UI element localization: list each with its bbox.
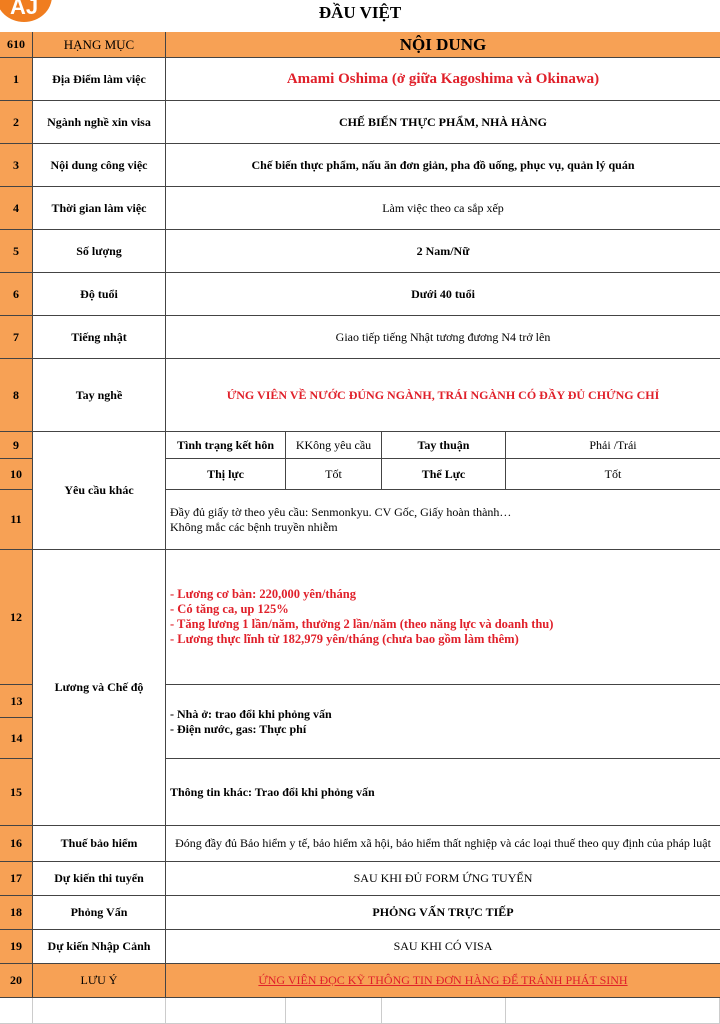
empty-cell — [286, 998, 382, 1024]
salary-line: - Lương cơ bản: 220,000 yên/tháng — [170, 587, 356, 601]
row-label: Dự kiến thi tuyển — [33, 862, 166, 896]
row-label: Yêu cầu khác — [33, 432, 166, 550]
row-number: 7 — [0, 316, 33, 359]
note-text: ỨNG VIÊN ĐỌC KỸ THÔNG TIN ĐƠN HÀNG ĐỂ TRÁNH PHÁT SINH — [166, 964, 720, 998]
handedness-value: Phải /Trái — [506, 432, 720, 459]
row-label: Nội dung công việc — [33, 144, 166, 187]
row-number: 8 — [0, 359, 33, 432]
row-number: 5 — [0, 230, 33, 273]
row-label: Địa Điểm làm việc — [33, 58, 166, 101]
table-row — [0, 826, 720, 862]
work-location: Amami Oshima (ở giữa Kagoshima và Okinawa) — [166, 58, 720, 101]
row-label: Tay nghề — [33, 359, 166, 432]
row-label: Thuế bảo hiểm — [33, 826, 166, 862]
table-row — [0, 187, 720, 230]
interview-type: PHỎNG VẤN TRỰC TIẾP — [166, 896, 720, 930]
row-label: Tiếng nhật — [33, 316, 166, 359]
age-limit: Dưới 40 tuổi — [166, 273, 720, 316]
row-label: Phỏng Vấn — [33, 896, 166, 930]
salary-line: - Lương thực lĩnh từ 182,979 yên/tháng (chưa bao gồm làm thêm) — [170, 632, 519, 646]
row-number: 19 — [0, 930, 33, 964]
skill-requirement: ỨNG VIÊN VỀ NƯỚC ĐÚNG NGÀNH, TRÁI NGÀNH CÓ ĐẦY ĐỦ CHỨNG CHỈ — [166, 359, 720, 432]
row-number: 2 — [0, 101, 33, 144]
empty-cell — [0, 998, 33, 1024]
housing-line: - Nhà ở: trao đổi khi phỏng vấn — [170, 706, 332, 721]
row-label: Lương và Chế độ — [33, 550, 166, 826]
japanese-level: Giao tiếp tiếng Nhật tương đương N4 trở lên — [166, 316, 720, 359]
utilities-line: - Điện nước, gas: Thực phí — [170, 721, 307, 736]
table-row — [0, 316, 720, 359]
fitness-label: Thể Lực — [382, 459, 506, 490]
fitness-value: Tốt — [506, 459, 720, 490]
tax-insurance: Đóng đầy đủ Bảo hiểm y tế, bảo hiểm xã hội, bảo hiểm thất nghiệp và các loại thuế theo quy định của pháp luật — [166, 826, 720, 862]
empty-cell — [382, 998, 506, 1024]
row-number: 11 — [0, 490, 33, 550]
salary-details — [166, 550, 720, 685]
table-row — [0, 930, 720, 964]
table-header — [0, 32, 720, 58]
marital-status-label: Tình trạng kết hôn — [166, 432, 286, 459]
table-row — [0, 432, 720, 459]
health-line: Không mắc các bệnh truyền nhiễm — [170, 519, 338, 534]
salary-line: - Tăng lương 1 lần/năm, thưởng 2 lần/năm (theo năng lực và doanh thu) — [170, 617, 554, 631]
row-label: Số lượng — [33, 230, 166, 273]
row-number: 1 — [0, 58, 33, 101]
eyesight-label: Thị lực — [166, 459, 286, 490]
table-row — [0, 862, 720, 896]
row-number: 20 — [0, 964, 33, 998]
table-row — [0, 144, 720, 187]
exam-schedule: SAU KHI ĐỦ FORM ỨNG TUYỂN — [166, 862, 720, 896]
row-number: 9 — [0, 432, 33, 459]
table-row — [0, 101, 720, 144]
table-row — [0, 273, 720, 316]
row-number: 3 — [0, 144, 33, 187]
table-row — [0, 490, 720, 550]
table-row — [0, 550, 720, 685]
salary-line: - Có tăng ca, up 125% — [170, 602, 289, 616]
table-row — [0, 359, 720, 432]
header-content: NỘI DUNG — [166, 32, 720, 58]
table-row — [0, 896, 720, 930]
job-description: Chế biến thực phẩm, nấu ăn đơn giản, pha đồ uống, phục vụ, quản lý quán — [166, 144, 720, 187]
documents-line: Đầy đủ giấy tờ theo yêu cầu: Senmonkyu. CV Gốc, Giấy hoàn thành… — [170, 504, 512, 519]
eyesight-value: Tốt — [286, 459, 382, 490]
table-row — [0, 230, 720, 273]
row-number: 4 — [0, 187, 33, 230]
document-title: ĐẦU VIỆT — [318, 3, 402, 22]
housing-utilities — [166, 685, 720, 759]
entry-schedule: SAU KHI CÓ VISA — [166, 930, 720, 964]
table-row — [0, 685, 720, 759]
table-row — [0, 759, 720, 826]
table-row — [0, 459, 720, 490]
handedness-label: Tay thuận — [382, 432, 506, 459]
header-category: HẠNG MỤC — [33, 32, 166, 58]
empty-spreadsheet-row — [0, 998, 720, 1024]
row-number: 12 — [0, 550, 33, 685]
row-number: 15 — [0, 759, 33, 826]
row-number: 14 — [0, 717, 33, 759]
row-number: 10 — [0, 459, 33, 490]
marital-status-value: KKông yêu cầu — [286, 432, 382, 459]
row-label: Độ tuổi — [33, 273, 166, 316]
table-row-note — [0, 964, 720, 998]
row-number: 610 — [0, 32, 33, 58]
row-label: LƯU Ý — [33, 964, 166, 998]
row-label: Ngành nghề xin visa — [33, 101, 166, 144]
row-number: 13 — [10, 693, 23, 708]
empty-cell — [166, 998, 286, 1024]
row-number: 6 — [0, 273, 33, 316]
row-label: Dự kiến Nhập Cảnh — [33, 930, 166, 964]
empty-cell — [33, 998, 166, 1024]
row-number: 16 — [0, 826, 33, 862]
visa-industry: CHẾ BIẾN THỰC PHẨM, NHÀ HÀNG — [166, 101, 720, 144]
quantity: 2 Nam/Nữ — [166, 230, 720, 273]
row-label: Thời gian làm việc — [33, 187, 166, 230]
documents-requirement — [166, 490, 720, 550]
empty-cell — [506, 998, 720, 1024]
table-row — [0, 58, 720, 101]
other-info: Thông tin khác: Trao đổi khi phỏng vấn — [166, 759, 720, 826]
working-hours: Làm việc theo ca sắp xếp — [166, 187, 720, 230]
row-number: 18 — [0, 896, 33, 930]
row-number: 17 — [0, 862, 33, 896]
logo-text: AJ — [10, 0, 39, 19]
